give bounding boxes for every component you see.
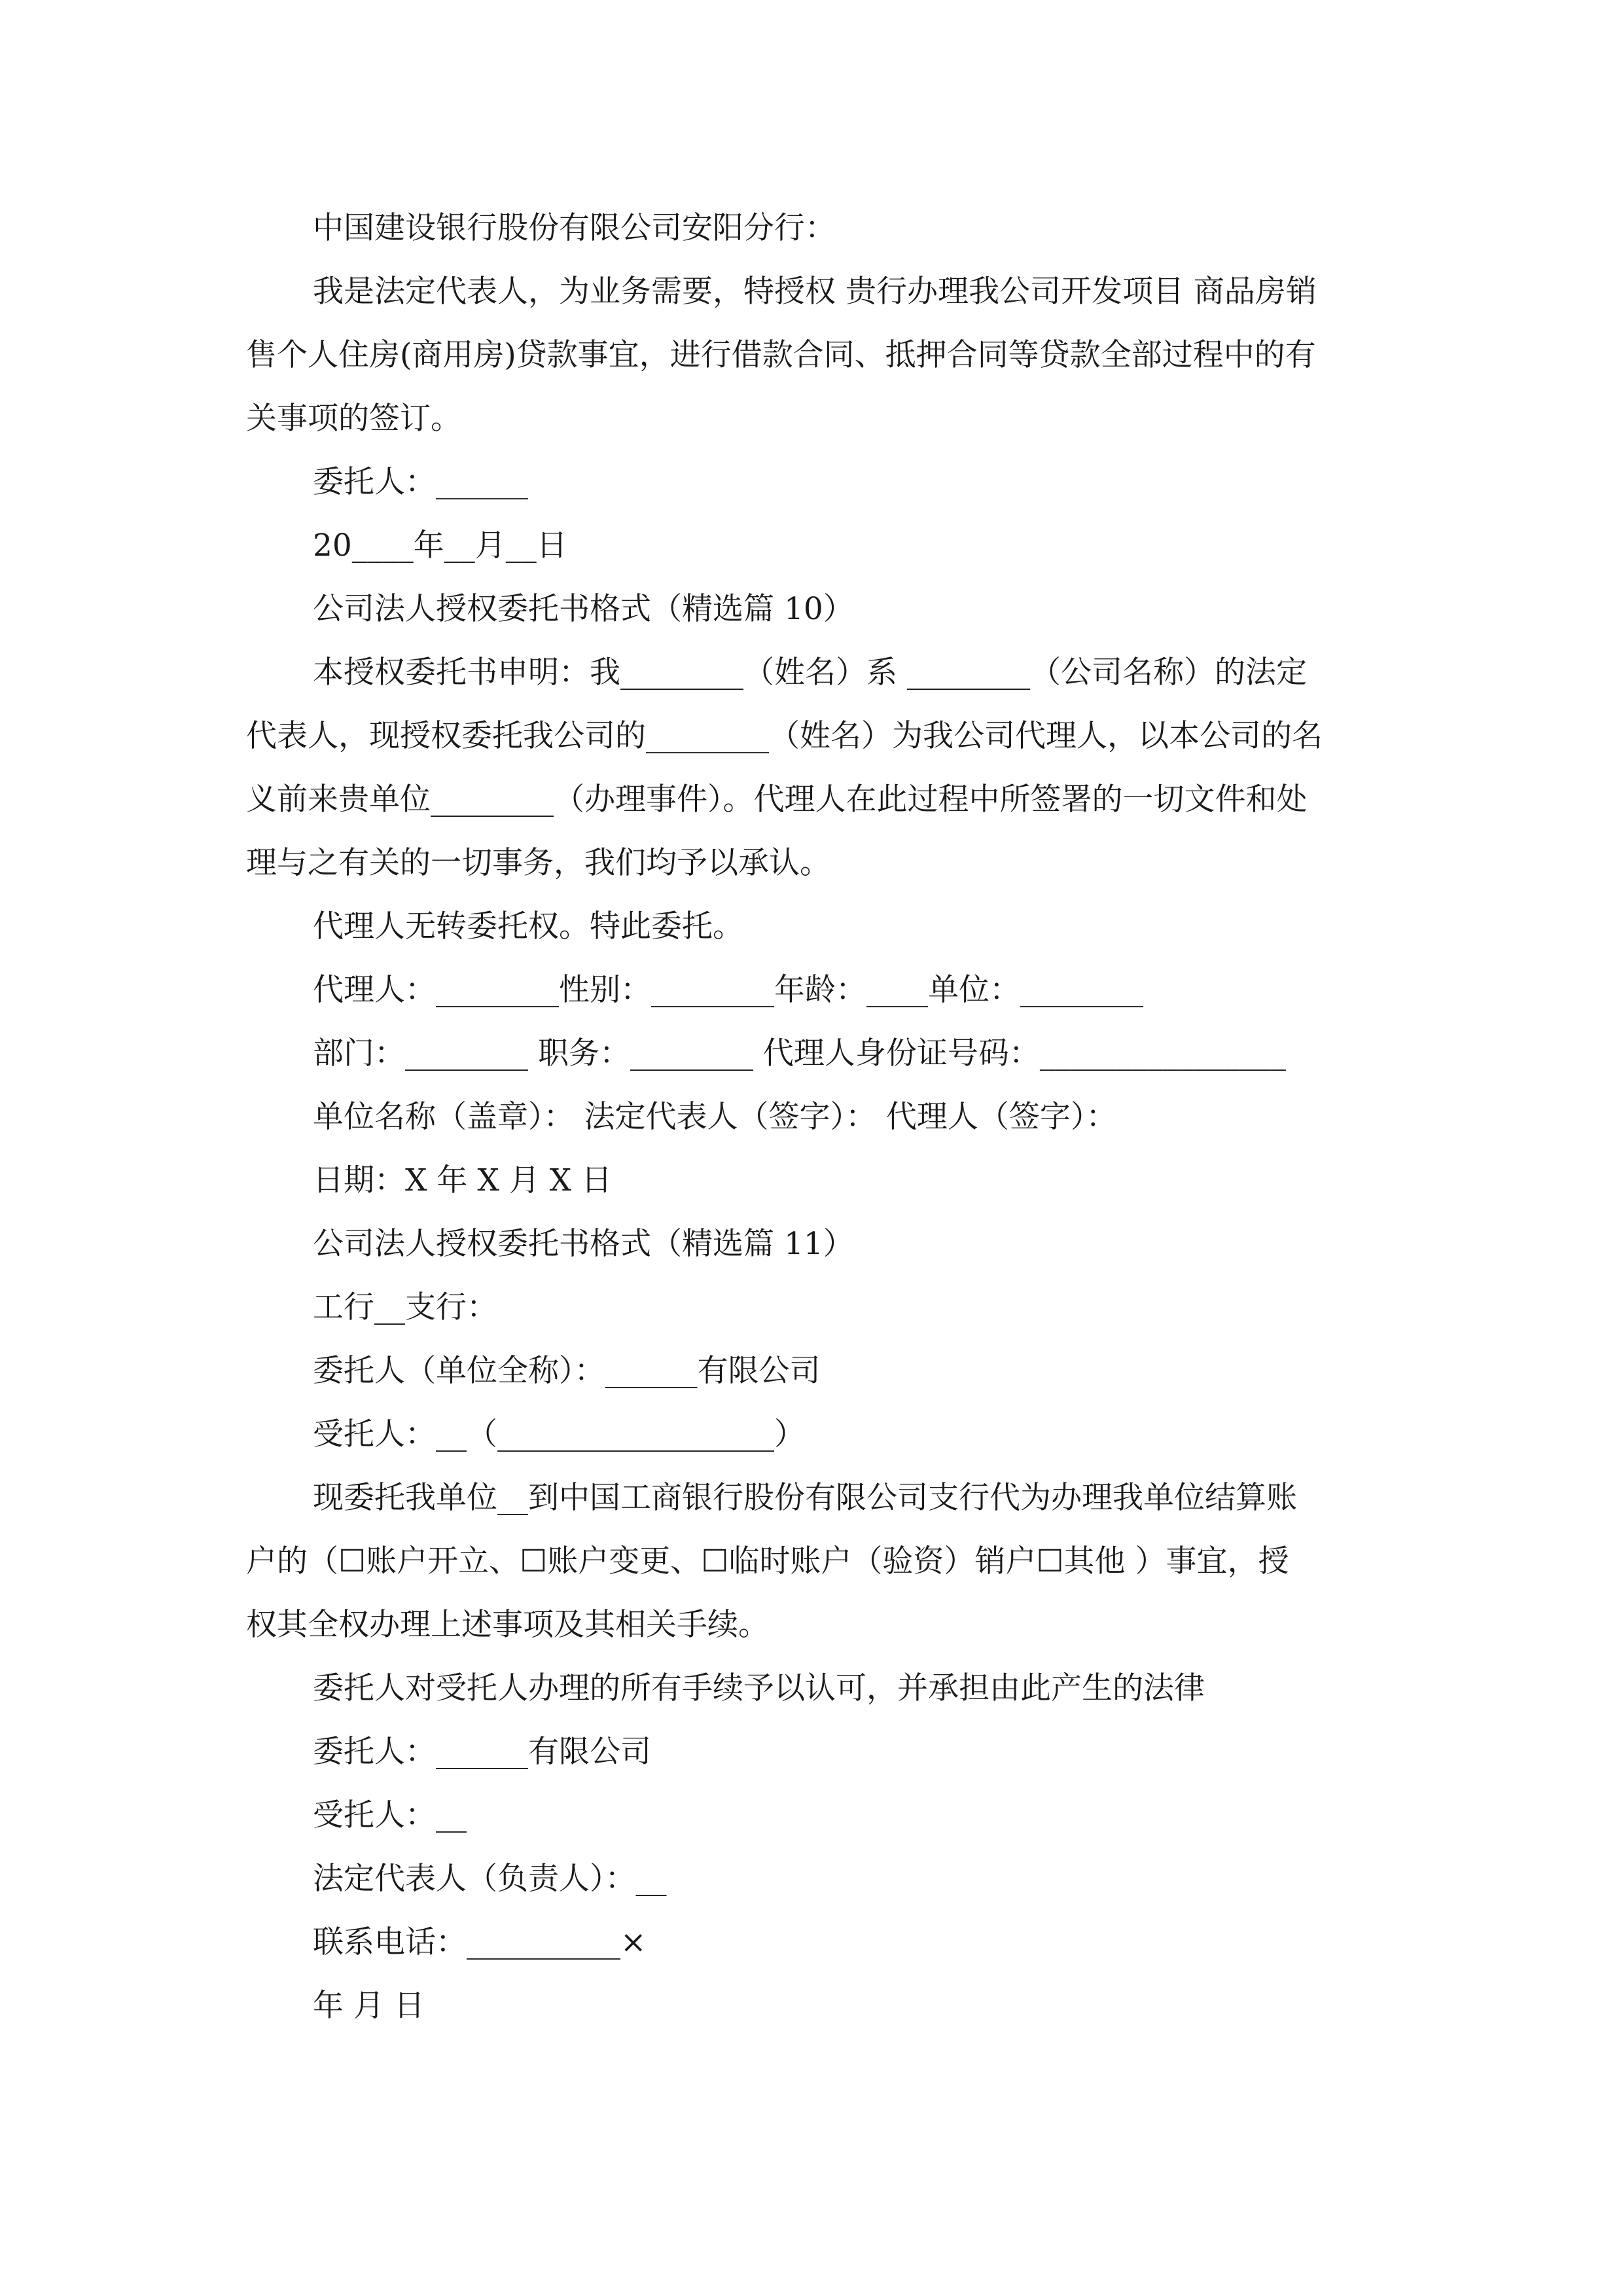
text-line: 委托人：______有限公司 — [313, 1734, 651, 1770]
text-line: 本授权委托书申明：我________（姓名）系 ________（公司名称）的法定 — [313, 655, 1307, 691]
text-line: 受托人：__（__________________） — [313, 1416, 805, 1452]
text-line: 现委托我单位__到中国工商银行股份有限公司支行代为办理我单位结算账 — [313, 1480, 1297, 1516]
text-line: 法定代表人（负责人）：__ — [313, 1861, 667, 1897]
text-line: 售个人住房(商用房)贷款事宜，进行借款合同、抵押合同等贷款全部过程中的有 — [246, 337, 1316, 373]
text-line: 权其全权办理上述事项及其相关手续。 — [246, 1607, 769, 1643]
text-line: 我是法定代表人，为业务需要，特授权 贵行办理我公司开发项目 商品房销 — [313, 274, 1317, 310]
text-line: 公司法人授权委托书格式（精选篇 11） — [313, 1226, 854, 1262]
text-line: 委托人（单位全称）：______有限公司 — [313, 1353, 821, 1389]
text-line: 单位名称（盖章）： 法定代表人（签字）： 代理人（签字）： — [313, 1099, 1117, 1135]
text-line: 公司法人授权委托书格式（精选篇 10） — [313, 591, 854, 627]
text-line: 日期：X 年 X 月 X 日 — [313, 1162, 613, 1198]
text-line: 年 月 日 — [313, 1988, 425, 2024]
text-line: 义前来贵单位________（办理事件）。代理人在此过程中所签署的一切文件和处 — [246, 781, 1308, 817]
text-line: 联系电话：__________× — [313, 1924, 647, 1960]
text-line: 委托人：______ — [313, 464, 528, 500]
text-line: 关事项的签订。 — [246, 401, 461, 437]
text-line: 代表人，现授权委托我公司的________（姓名）为我公司代理人，以本公司的名 — [246, 718, 1323, 754]
text-line: 理与之有关的一切事务，我们均予以承认。 — [246, 845, 830, 881]
text-line: 20____年__月__日 — [313, 528, 567, 564]
text-line: 部门：________ 职务：________ 代理人身份证号码：________________ — [313, 1035, 1286, 1071]
text-line: 委托人对受托人办理的所有手续予以认可，并承担由此产生的法律 — [313, 1670, 1205, 1706]
document-body — [246, 196, 1377, 2037]
text-line: 户的（☐账户开立、☐账户变更、☐临时账户（验资）销户☐其他 ）事宜，授 — [246, 1543, 1289, 1579]
text-line: 工行__支行： — [313, 1289, 497, 1325]
text-line: 代理人无转委托权。特此委托。 — [313, 908, 743, 944]
text-line: 受托人：__ — [313, 1797, 467, 1833]
text-line: 中国建设银行股份有限公司安阳分行： — [313, 210, 836, 246]
text-line: 代理人：________性别：________年龄：____单位：________ — [313, 972, 1143, 1008]
